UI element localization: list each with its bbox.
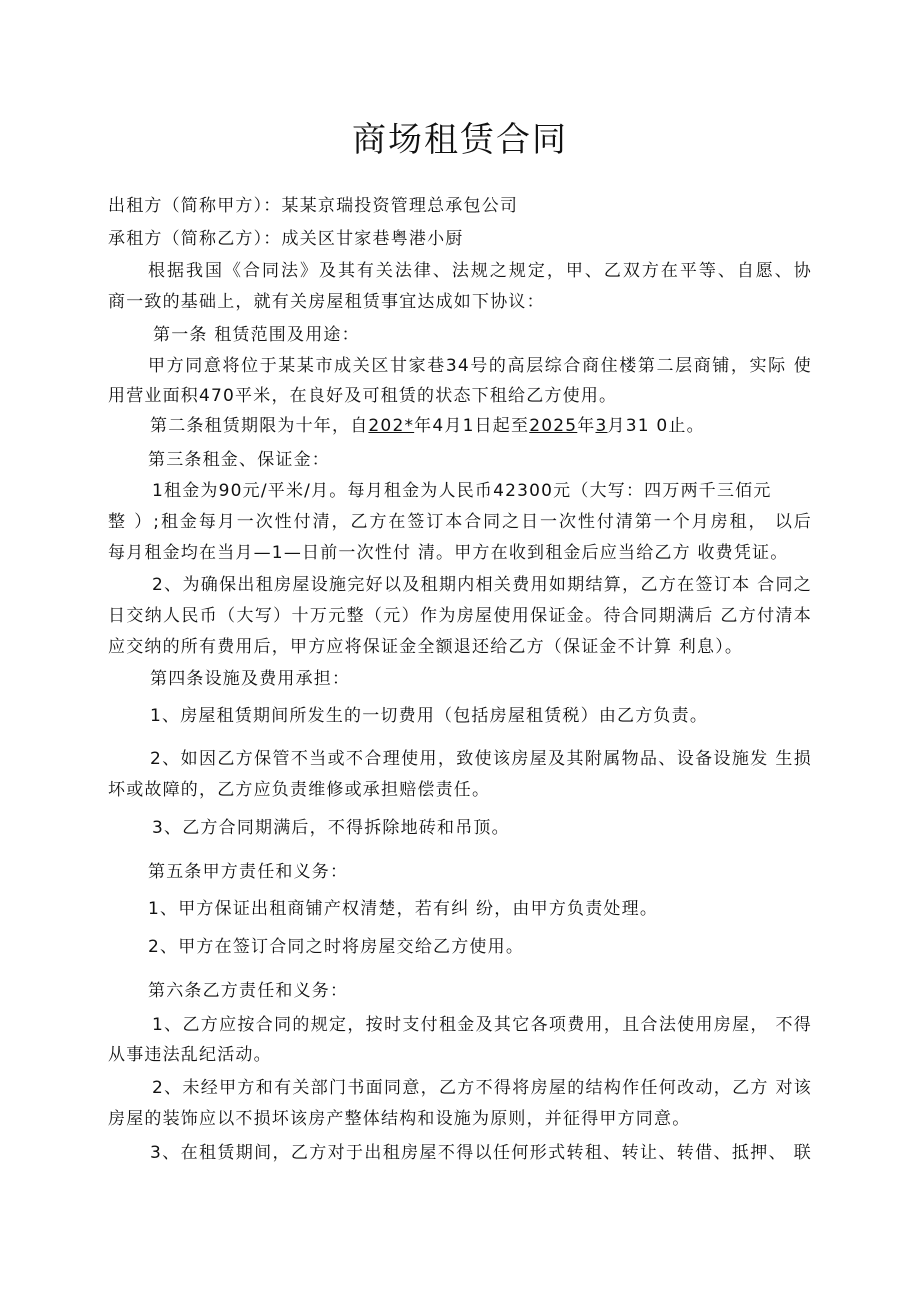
article-5-item-2: 2、甲方在签订合同之时将房屋交给乙方使用。 [148,937,525,957]
article-6-item-1-line-1: 1、乙方应按合同的规定，按时支付租金及其它各项费用，且合法使用房屋， 不得 [152,1015,812,1035]
preamble-line-1: 根据我国《合同法》及其有关法律、法规之规定，甲、乙双方在平等、自愿、协 [148,261,812,281]
article-4-item-3: 3、乙方合同期满后，不得拆除地砖和吊顶。 [152,818,510,838]
article-3-item-1-line-3: 每月租金均在当月—1—日前一次性付 清。甲方在收到租金后应当给乙方 收费凭证。 [108,543,789,563]
article-4-title: 第四条设施及费用承担： [150,669,351,689]
article-4-item-2-line-1: 2、如因乙方保管不当或不合理使用，致使该房屋及其附属物品、设备设施发 生损 [150,749,812,769]
article-2-text-b: 年4月1日起至 [414,416,530,436]
article-6-title: 第六条乙方责任和义务： [148,981,349,1001]
article-5-item-1: 1、甲方保证出租商铺产权清楚，若有纠 纷，由甲方负责处理。 [148,899,659,919]
article-1-title: 第一条 租赁范围及用途： [153,325,360,345]
article-2-text-d: 月31 0止。 [607,416,705,436]
preamble-line-2: 商一致的基础上，就有关房屋租赁事宜达成如下协议： [108,292,545,312]
document-title: 商场租赁合同 [352,120,568,160]
article-3-item-1-line-1: 1租金为90元/平米/月。每月租金为人民币42300元（大写：四万两千三佰元 [152,481,772,501]
article-6-item-1-line-2: 从事违法乱纪活动。 [108,1045,272,1065]
article-6-item-2-line-1: 2、未经甲方和有关部门书面同意，乙方不得将房屋的结构作任何改动，乙方 对该 [152,1078,812,1098]
article-2-end-month: 3 [595,416,608,436]
article-1-line-2: 用营业面积470平米，在良好及可租赁的状态下租给乙方使用。 [108,386,618,406]
article-3-item-1-line-2: 整 ）;租金每月一次性付清，乙方在签订本合同之日一次性付清第一个月房租， 以后 [108,512,812,532]
article-6-item-3-line-1: 3、在租赁期间，乙方对于出租房屋不得以任何形式转租、转让、转借、抵押、 联 [150,1143,812,1163]
article-2-line [150,414,705,438]
article-2-end-year: 2025 [529,416,578,436]
article-2-text-c: 年 [577,416,596,436]
article-6-item-2-line-2: 房屋的装饰应以不损坏该房产整体结构和设施为原则，并征得甲方同意。 [108,1109,691,1129]
article-5-title: 第五条甲方责任和义务： [148,862,349,882]
article-3-title: 第三条租金、保证金： [148,450,330,470]
article-2-start-year: 202* [368,416,415,436]
article-3-item-2-line-1: 2、为确保出租房屋设施完好以及租期内相关费用如期结算，乙方在签订本 合同之 [152,575,812,595]
article-3-item-2-line-2: 日交纳人民币（大写）十万元整（元）作为房屋使用保证金。待合同期满后 乙方付清本 [108,606,812,626]
article-4-item-1: 1、房屋租赁期间所发生的一切费用（包括房屋租赁税）由乙方负责。 [150,706,709,726]
article-1-line-1: 甲方同意将位于某某市成关区甘家巷34号的高层综合商住楼第二层商铺，实际 使 [148,356,812,376]
article-3-item-2-line-3: 应交纳的所有费用后，甲方应将保证金全额退还给乙方（保证金不计算 利息）。 [108,637,744,657]
lessor-line: 出租方（简称甲方）：某某京瑞投资管理总承包公司 [108,196,519,216]
lessee-line: 承租方（简称乙方）：成关区甘家巷粤港小厨 [108,229,464,249]
article-4-item-2-line-2: 坏或故障的，乙方应负责维修或承担赔偿责任。 [108,780,491,800]
article-2-text-a: 第二条租赁期限为十年，自 [150,416,369,436]
